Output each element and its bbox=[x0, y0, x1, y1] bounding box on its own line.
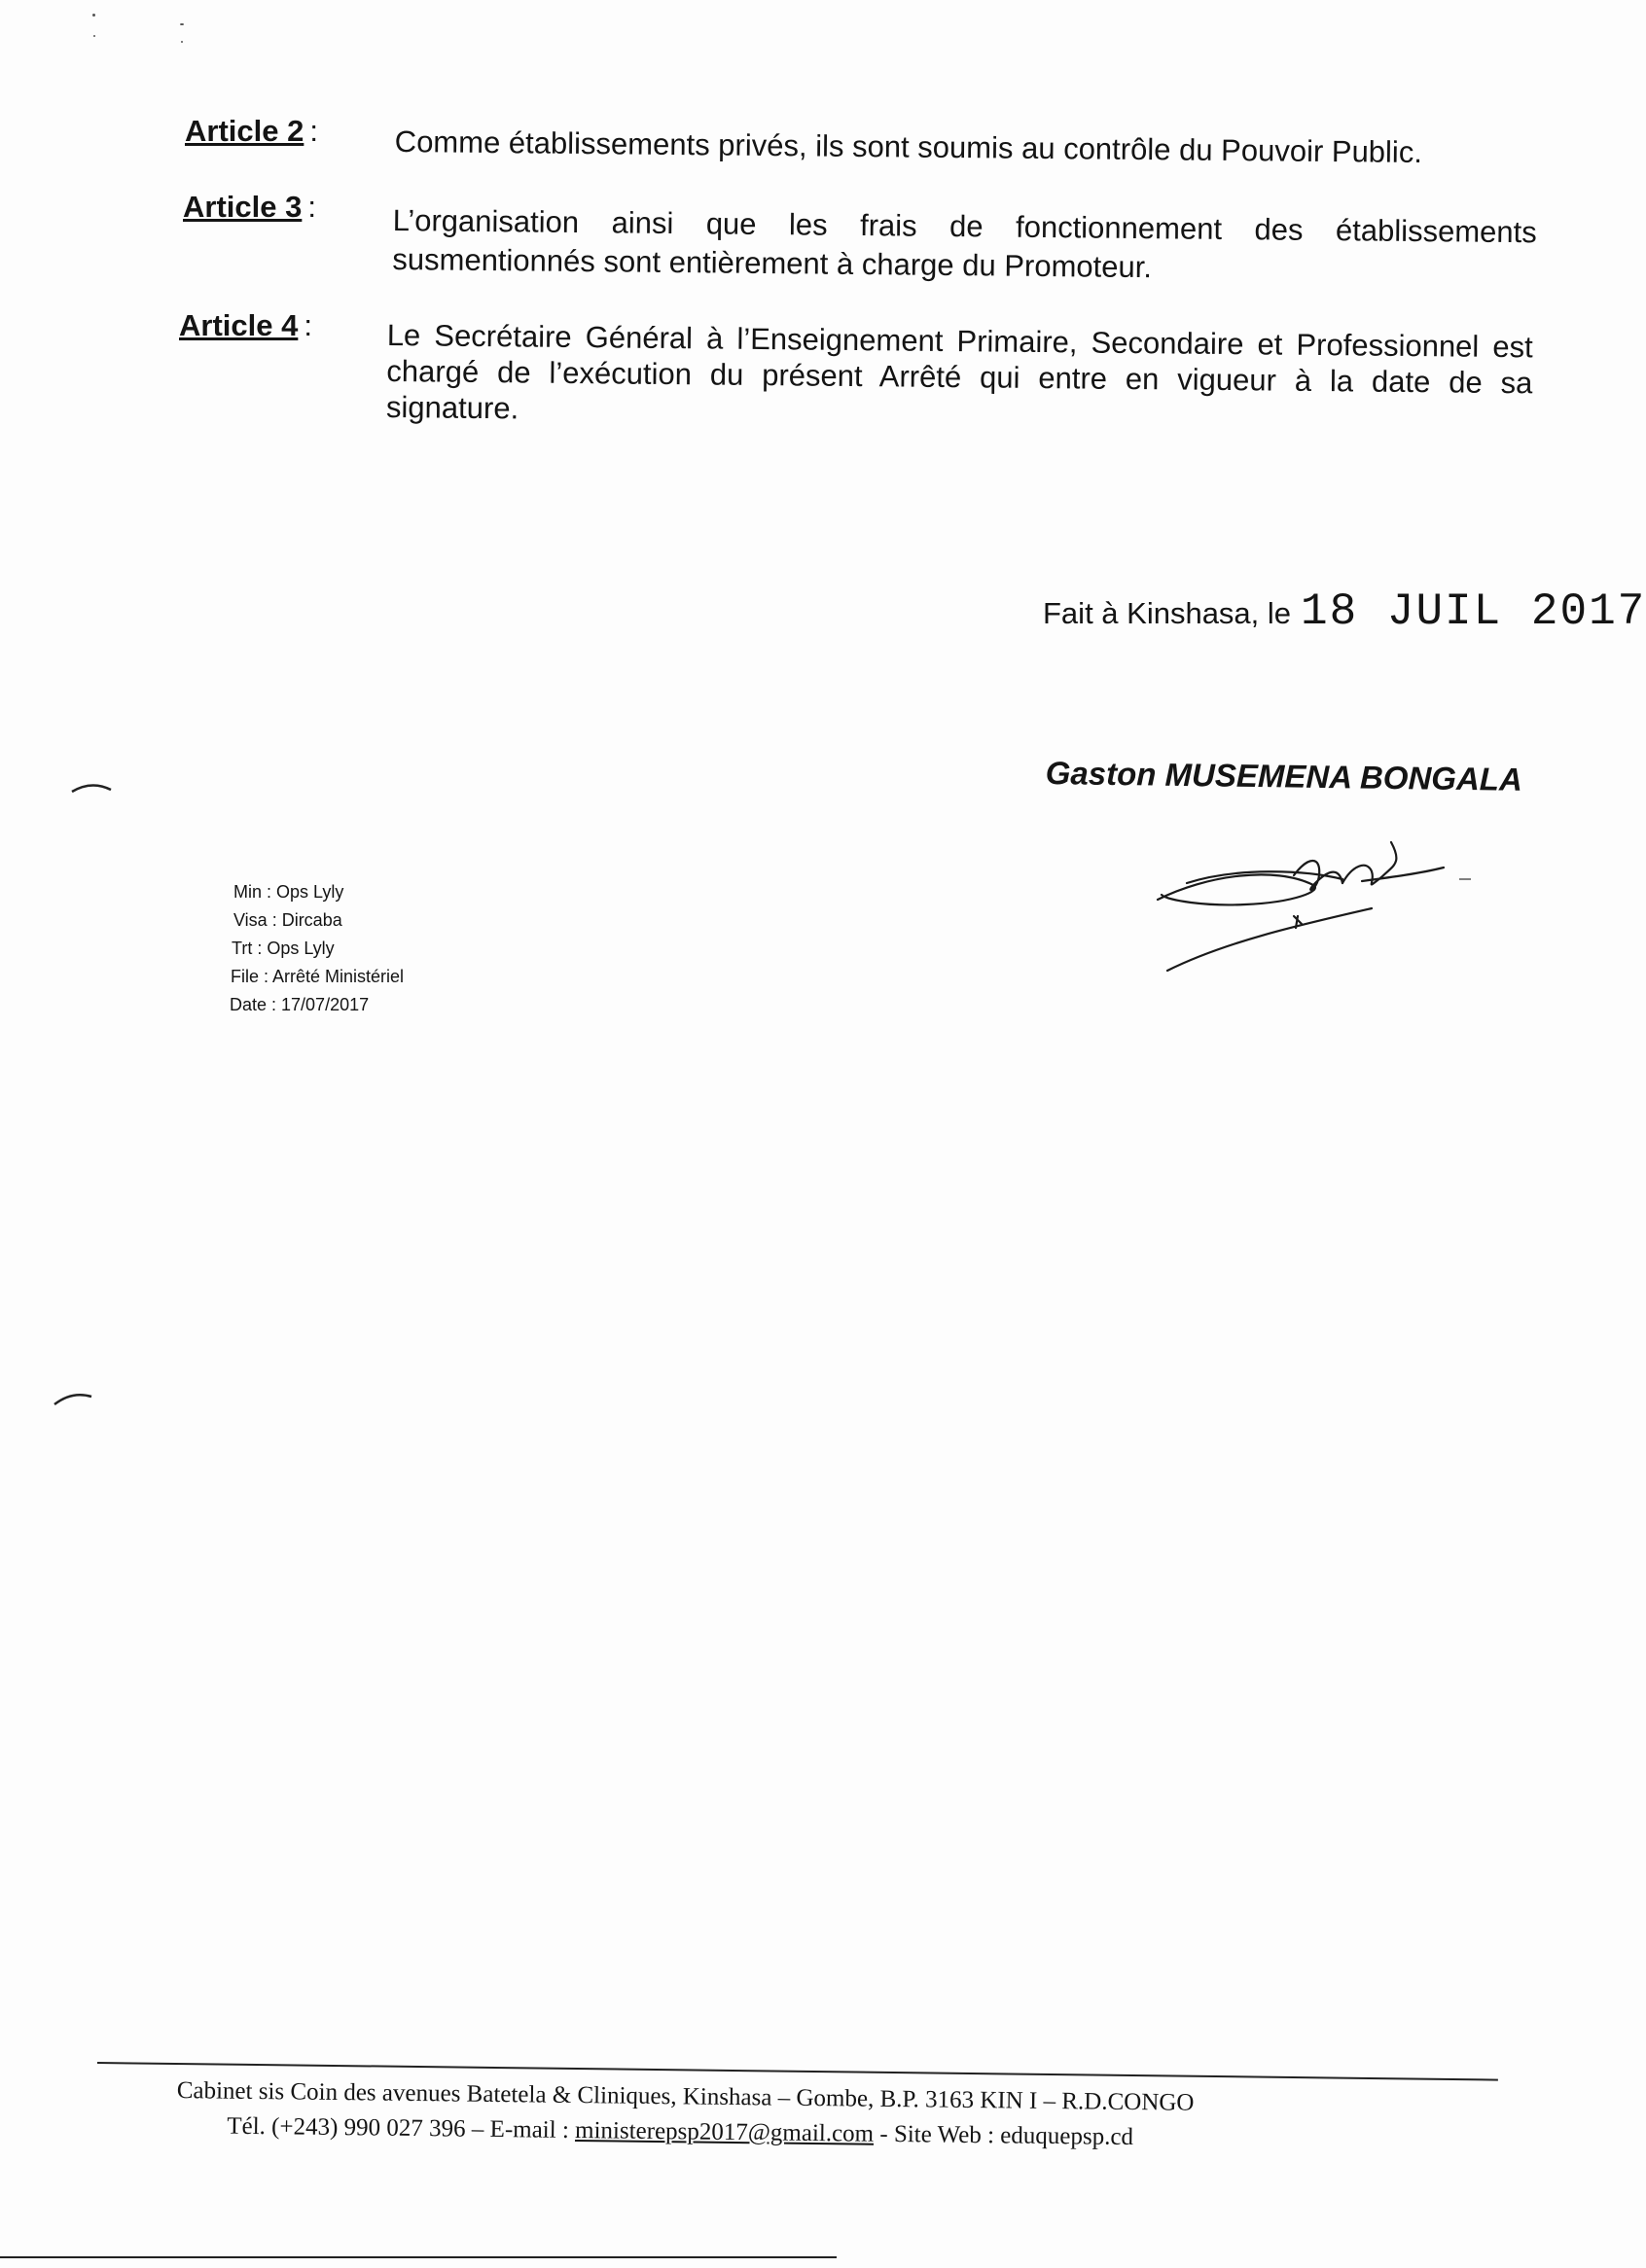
scan-speck bbox=[92, 14, 95, 17]
scan-speck bbox=[93, 35, 95, 37]
footer-line-1: Cabinet sis Coin des avenues Batetela & Cliniques, Kinshasa – Gombe, B.P. 3163 KIN I – R.D.CONGO bbox=[176, 2076, 1195, 2116]
article-3-label bbox=[183, 190, 316, 225]
article-3-text: L’organisation ainsi que les frais de fonctionnement des établissements susmentionnés sont entièrement à charge du Promoteur. bbox=[392, 202, 1537, 285]
scan-speck bbox=[180, 23, 184, 25]
reference-block bbox=[232, 878, 404, 1019]
reference-line: Date : 17/07/2017 bbox=[230, 995, 370, 1014]
handwritten-signature bbox=[1148, 827, 1479, 982]
article-4-text: Le Secrétaire Général à l’Enseignement Primaire, Secondaire et Professionnel est chargé de l’exécution du présent Arrêté qui entre en vigueur à la date de sa signature. bbox=[385, 317, 1533, 426]
article-separator: : bbox=[307, 190, 316, 224]
article-number: Article 3 bbox=[183, 190, 303, 224]
article-separator: : bbox=[304, 308, 312, 342]
footer-rule-bottom bbox=[0, 2256, 837, 2258]
place-date-line bbox=[1043, 586, 1646, 637]
footer-address bbox=[176, 2073, 1195, 2156]
scan-mark bbox=[68, 778, 117, 797]
article-2-label bbox=[185, 114, 318, 149]
reference-line: Min : Ops Lyly bbox=[233, 882, 344, 902]
article-2-text: Comme établissements privés, ils sont soumis au contrôle du Pouvoir Public. bbox=[394, 124, 1423, 170]
scan-mark bbox=[51, 1389, 99, 1408]
footer-phone: Tél. (+243) 990 027 396 – E-mail : bbox=[227, 2112, 576, 2144]
reference-line: File : Arrêté Ministériel bbox=[231, 967, 405, 986]
article-separator: : bbox=[309, 114, 318, 148]
date-stamp: 18 JUIL 2017 bbox=[1301, 586, 1646, 637]
footer-website: - Site Web : eduquepsp.cd bbox=[873, 2120, 1134, 2151]
signatory-name: Gaston MUSEMENA BONGALA bbox=[1045, 755, 1523, 797]
reference-line: Trt : Ops Lyly bbox=[232, 939, 335, 958]
article-number: Article 2 bbox=[185, 114, 304, 148]
place-text: Fait à Kinshasa, le bbox=[1043, 596, 1292, 630]
article-4-label bbox=[179, 308, 312, 343]
article-number: Article 4 bbox=[179, 308, 299, 342]
footer-email-link[interactable]: ministerepsp2017@gmail.com bbox=[574, 2117, 875, 2147]
scan-speck bbox=[181, 41, 183, 43]
reference-line: Visa : Dircaba bbox=[233, 910, 342, 930]
